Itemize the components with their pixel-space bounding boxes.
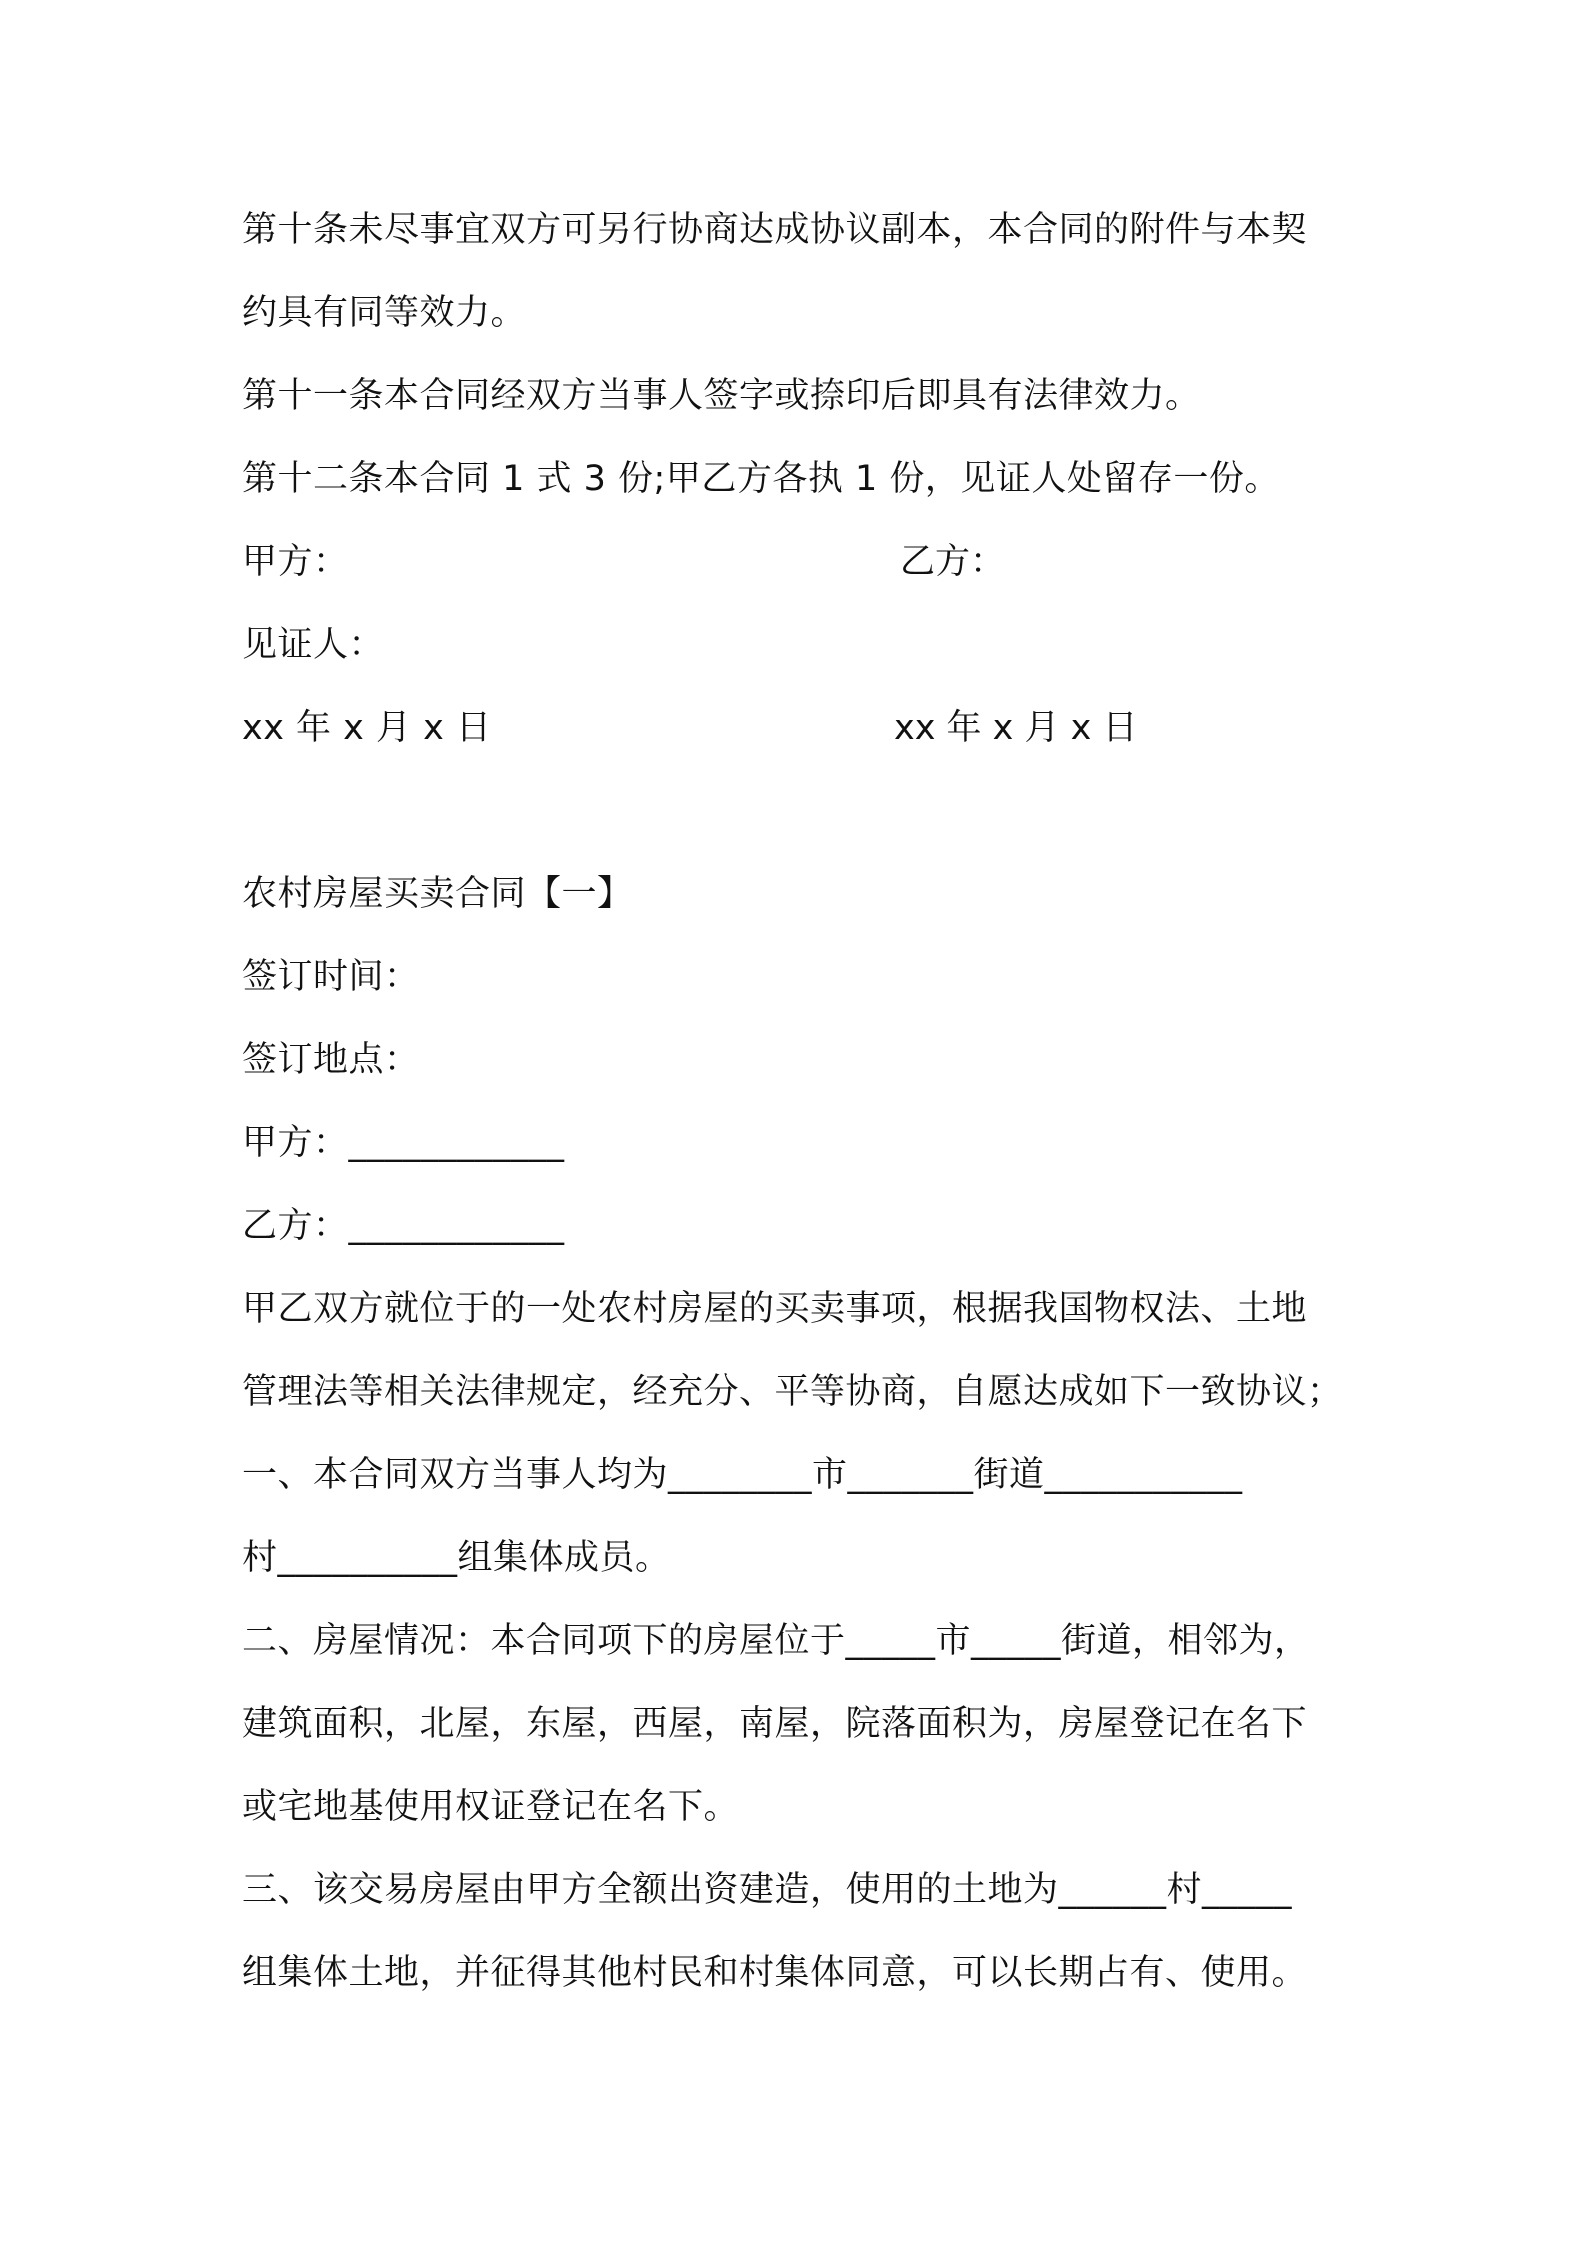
article-2-line-2: 建筑面积，北屋，东屋，西屋，南屋，院落面积为，房屋登记在名下: [242, 1704, 1308, 1744]
clause-12: 第十二条本合同 1 式 3 份;甲乙方各执 1 份，见证人处留存一份。: [242, 459, 1280, 499]
party-a-signature-label: 甲方：: [242, 542, 349, 582]
witness-label: 见证人：: [242, 625, 385, 665]
preamble-line-1: 甲乙双方就位于的一处农村房屋的买卖事项，根据我国物权法、土地: [242, 1289, 1308, 1329]
article-1-line-1: 一、本合同双方当事人均为________市_______街道___________: [242, 1455, 1243, 1495]
clause-10-line-2: 约具有同等效力。: [242, 293, 527, 333]
signing-time: 签订时间：: [242, 957, 420, 997]
article-3-line-2: 组集体土地，并征得其他村民和村集体同意，可以长期占有、使用。: [242, 1953, 1308, 1993]
contract-title: 农村房屋买卖合同【一】: [242, 874, 633, 914]
date-left: xx 年 x 月 x 日: [242, 708, 492, 748]
preamble-line-2: 管理法等相关法律规定，经充分、平等协商，自愿达成如下一致协议；: [242, 1372, 1343, 1412]
party-a-field: 甲方：____________: [242, 1123, 565, 1163]
signature-row: [0, 540, 1586, 584]
article-3-line-1: 三、该交易房屋由甲方全额出资建造，使用的土地为______村_____: [242, 1870, 1293, 1910]
article-1-line-2: 村__________组集体成员。: [242, 1538, 671, 1578]
article-2-line-3: 或宅地基使用权证登记在名下。: [242, 1787, 740, 1827]
clause-11: 第十一条本合同经双方当事人签字或捺印后即具有法律效力。: [242, 376, 1201, 416]
signing-place: 签订地点：: [242, 1040, 420, 1080]
date-right: xx 年 x 月 x 日: [894, 708, 1138, 748]
party-b-signature-label: 乙方：: [900, 542, 1006, 582]
party-b-field: 乙方：____________: [242, 1206, 565, 1246]
clause-10-line-1: 第十条未尽事宜双方可另行协商达成协议副本，本合同的附件与本契: [242, 210, 1308, 250]
article-2-line-1: 二、房屋情况：本合同项下的房屋位于_____市_____街道，相邻为，: [242, 1621, 1310, 1661]
date-row: [0, 706, 1586, 750]
